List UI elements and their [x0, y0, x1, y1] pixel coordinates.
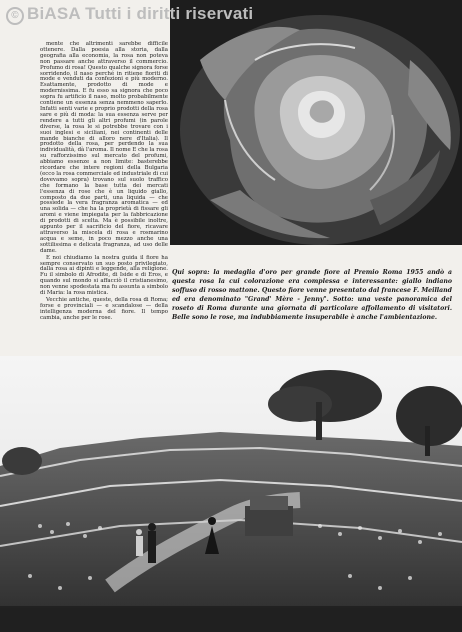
article-paragraph: mente che altrimenti sarebbe difficile ottenere. Dalla poesia alla storia, dalla geografia alla economia, la rosa non poteva non passare anche attraverso il commercio. Profumo di rosa! Questo qualche signora forse sorridendo, il naso perché in ritiene fioriti di mode e venduti da confezioni e più moderno. Esattamente, prodotto di mode e modernissima. E fu esso sa signora che poco sopra fu artificio il naso, molto probabilmente contiene un essenza senza nemmeno saperlo. Infatti senti varie e proprio prodotti della rosa sare e più di moda: la sua essenza serve per rendere a tutti gli altri profumi (in parole diverse, la rosa le si potrebbe trovare con i suoi inglesi e siciliani, nei continenti delle mande bianche di alloro nere d'Italia). Il prodotto della rosa, per perdendo la sua individualità, dà l'aroma. Il nome E che la rosa su rafforzissimo sul mercato del profumi, abbiamo essenze a non limite: basterebbe ricordare che intere regioni della Bulgaria (ecco la rosa commerciale ed industriale di cui dovevamo sopra) trovano sul suolo traffico che formano la base tutta dei mercati l'essenza di rose che è un liquido giallo, composto da due parti, una liquida — che possiede la vera fragranza aromatica — ed una solida — che ha la proprietà di fissare gli aromi e viene impiegata per la fabbricazione di prodotti di scelta. Ma è possibile inoltre, appunto per il sacrificio del fiore, ricavare attraverso la miscela di rosa e rosmarino acqua e seme, in poco mezzo anche una sottilissima e delicata fragranza, ad uso delle dame. — [40, 41, 168, 254]
article-paragraph: Vecchie antiche, queste, della rosa di Roma; forse e provinciali — e scandalose — della intelligenza moderna del fiore. Il tempo cambia, anche per le rose. — [40, 296, 168, 321]
rose-garden-illustration — [0, 356, 462, 632]
article-paragraph: E noi chiudiamo la nostra guida il fiore ha sempre conservato un suo posto privilegiato, dalla rosa ai dipinti e leggende, alla religione. Fu il simbolo di Afrodite, di Iside e di Eros, e quando sul mondo si affacciò il cristianesimo, non venne spodestata ma fu assunta a simbolo di Maria: la rosa mistica. — [40, 254, 168, 297]
article-body — [40, 42, 168, 323]
rose-garden-photo — [0, 356, 462, 632]
photo-caption: Qui sopra: la medaglia d'oro per grande fiore al Premio Roma 1955 andò a questa rosa la cui colorazione era complessa e interessante: giallo indiano soffuso di rosso mattone. Questo fiore venne presentato dal francese F. Meilland ed era denominato "Grand' Mère - Jenny". Sotto: una veste panoramica del roseto di Roma durante una giornata di particolare affollamento di visitatori. Belle sono le rose, ma indubbiamente insuperabile è anche l'ambientazione. — [172, 269, 452, 321]
watermark-text: BiASA Tutti i diritti riservati — [27, 4, 254, 23]
watermark — [6, 4, 253, 25]
rose-photo — [170, 0, 462, 245]
copyright-icon: © — [6, 7, 24, 25]
rose-illustration — [170, 0, 462, 245]
